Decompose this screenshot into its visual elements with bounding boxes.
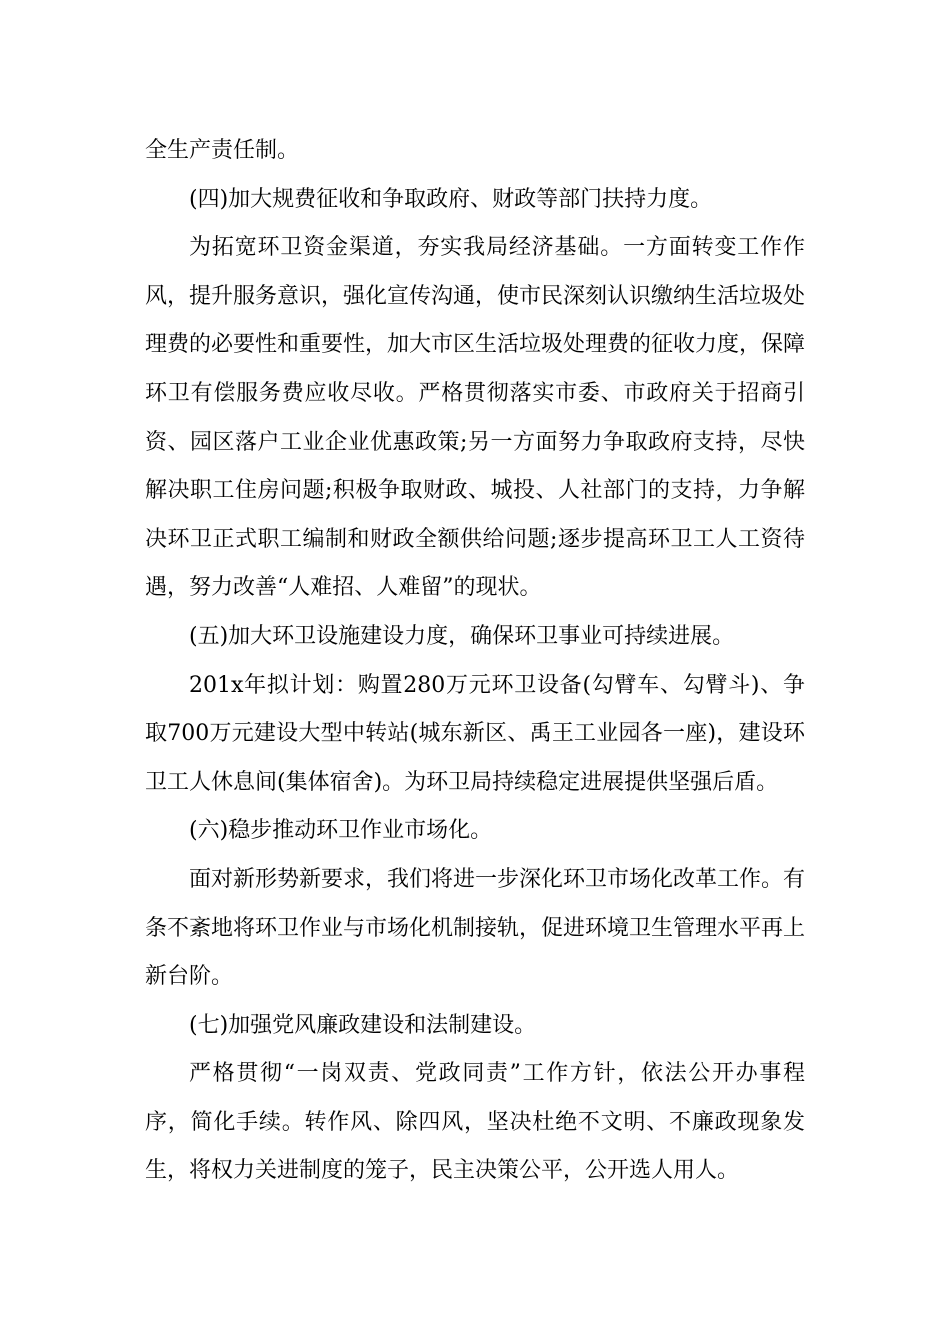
paragraph-continuation: 全生产责任制。	[145, 138, 300, 163]
section-heading-4: (四)加大规费征收和争取政府、财政等部门扶持力度。	[189, 186, 713, 212]
paragraph-integrity: 严格贯彻“一岗双责、党政同责”工作方针，依法公开办事程序，简化手续。转作风、除四风，坚决杜绝不文明、不廉政现象发生，将权力关进制度的笼子，民主决策公平，公开选人用人。	[145, 1061, 805, 1184]
section-heading-7: (七)加强党风廉政建设和法制建设。	[189, 1012, 537, 1038]
paragraph-plan: 201x年拟计划：购置280万元环卫设备(勾臂车、勾臂斗)、争取700万元建设大型中转站(城东新区、禹王工业园各一座)，建设环卫工人休息间(集体宿舍)。为环卫局持续稳定进展提供坚强后盾。	[145, 672, 805, 795]
paragraph-fees: 为拓宽环卫资金渠道，夯实我局经济基础。一方面转变工作作风，提升服务意识，强化宣传沟通，使市民深刻认识缴纳生活垃圾处理费的必要性和重要性，加大市区生活垃圾处理费的征收力度，保障环卫有偿服务费应收尽收。严格贯彻落实市委、市政府关于招商引资、园区落户工业企业优惠政策;另一方面努力争取政府支持，尽快解决职工住房问题;积极争取财政、城投、人社部门的支持，力争解决环卫正式职工编制和财政全额供给问题;逐步提高环卫工人工资待遇，努力改善“人难招、人难留”的现状。	[145, 235, 806, 601]
paragraph-market: 面对新形势新要求，我们将进一步深化环卫市场化改革工作。有条不紊地将环卫作业与市场化机制接轨，促进环境卫生管理水平再上新台阶。	[145, 866, 806, 990]
section-heading-5: (五)加大环卫设施建设力度，确保环卫事业可持续进展。	[189, 623, 735, 649]
section-heading-6: (六)稳步推动环卫作业市场化。	[189, 818, 493, 844]
document-page	[145, 127, 805, 1196]
